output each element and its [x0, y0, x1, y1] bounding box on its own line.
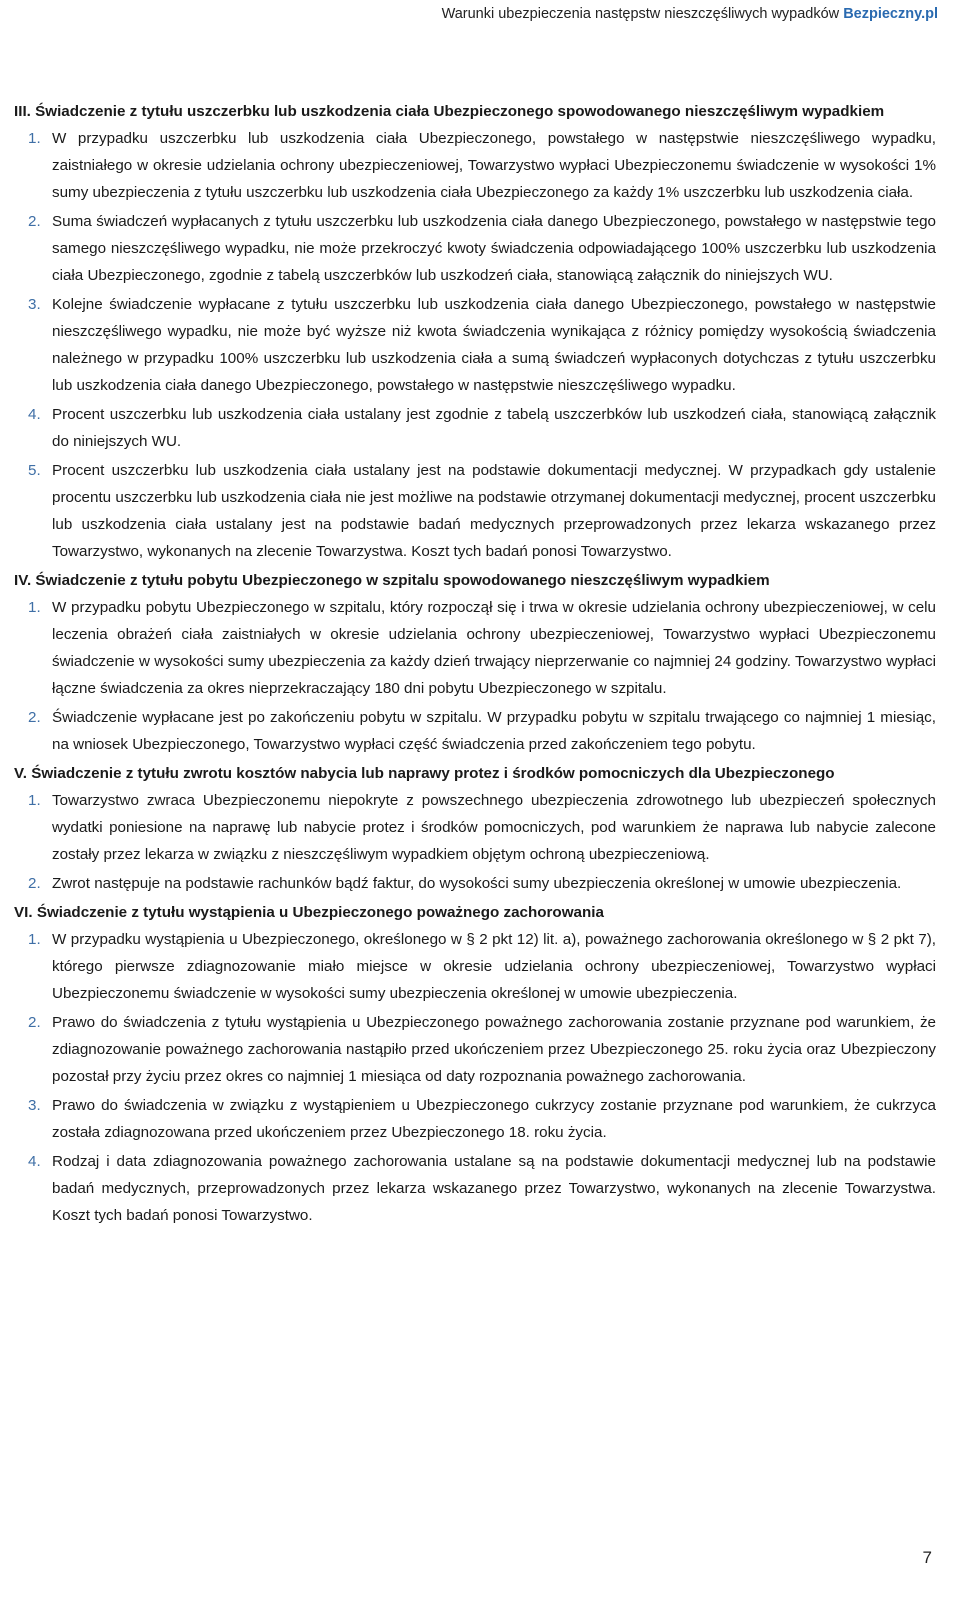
item-text: Rodzaj i data zdiagnozowania poważnego zachorowania ustalane są na podstawie dokumentacji medycznej lub na podstawie badań medycznych, przeprowadzonych przez lekarza wskazanego przez Towarzystwo, wykonanych na zlecenie Towarzystwa. Koszt tych badań ponosi Towarzystwo.	[52, 1153, 936, 1224]
item-text: Towarzystwo zwraca Ubezpieczonemu niepokryte z powszechnego ubezpieczenia zdrowotnego lub ubezpieczeń społecznych wydatki poniesione na naprawę lub nabycie protez i środków pomocniczych, pod warunkiem że naprawa lub nabycie zalecone zostały przez lekarza w związku z nieszczęśliwym wypadkiem objętym ochroną ubezpieczeniową.	[52, 792, 936, 863]
brand-name: Bezpieczny.pl	[843, 6, 938, 22]
list-item	[14, 125, 936, 206]
item-number: 2.	[28, 213, 41, 230]
page-number: 7	[922, 1548, 932, 1567]
item-number: 3.	[28, 1097, 41, 1114]
list-item	[14, 1092, 936, 1146]
list-item	[14, 787, 936, 868]
section	[14, 98, 936, 565]
item-number: 3.	[28, 296, 41, 313]
list-item	[14, 1148, 936, 1229]
item-number: 1.	[28, 792, 41, 809]
item-number: 4.	[28, 1153, 41, 1170]
item-text: Suma świadczeń wypłacanych z tytułu uszczerbku lub uszkodzenia ciała danego Ubezpieczonego, powstałego w następstwie tego samego nieszczęśliwego wypadku, nie może przekroczyć kwoty świadczenia odpowiadającego 100% uszczerbku lub uszkodzenia ciała Ubezpieczonego, zgodnie z tabelą uszczerbków lub uszkodzeń ciała, stanowiącą załącznik do niniejszych WU.	[52, 213, 936, 284]
list-item	[14, 1009, 936, 1090]
document-body	[14, 98, 936, 1231]
section-number: V.	[14, 765, 27, 782]
section	[14, 760, 936, 897]
item-text: W przypadku wystąpienia u Ubezpieczonego, określonego w § 2 pkt 12) lit. a), poważnego zachorowania określonego w § 2 pkt 7), którego pierwsze zdiagnozowanie miało miejsce w okresie udzielania ochrony ubezpieczeniowej, Towarzystwo wypłaci Ubezpieczonemu świadczenie w wysokości sumy ubezpieczenia określonej w umowie ubezpieczenia.	[52, 931, 936, 1002]
item-number: 1.	[28, 599, 41, 616]
section-title: Świadczenie z tytułu uszczerbku lub uszkodzenia ciała Ubezpieczonego spowodowanego nieszczęśliwym wypadkiem	[35, 103, 885, 120]
item-text: Prawo do świadczenia z tytułu wystąpienia u Ubezpieczonego poważnego zachorowania zostanie przyznane pod warunkiem, że zdiagnozowanie poważnego zachorowania nastąpiło przed ukończeniem przez Ubezpieczonego 25. roku życia oraz Ubezpieczony pozostał przy życiu przez okres co najmniej 1 miesiąca od daty rozpoznania poważnego zachorowania.	[52, 1014, 936, 1085]
item-text: Świadczenie wypłacane jest po zakończeniu pobytu w szpitalu. W przypadku pobytu w szpitalu trwającego co najmniej 1 miesiąc, na wniosek Ubezpieczonego, Towarzystwo wypłaci część świadczenia przed zakończeniem tego pobytu.	[52, 709, 936, 753]
item-number: 2.	[28, 875, 41, 892]
section	[14, 567, 936, 758]
list-item	[14, 704, 936, 758]
section-number: IV.	[14, 572, 32, 589]
section-title: Świadczenie z tytułu pobytu Ubezpieczonego w szpitalu spowodowanego nieszczęśliwym wypadkiem	[35, 572, 770, 589]
section-number: III.	[14, 103, 31, 120]
item-text: Prawo do świadczenia w związku z wystąpieniem u Ubezpieczonego cukrzycy zostanie przyznane pod warunkiem, że cukrzyca została zdiagnozowana przed ukończeniem przez Ubezpieczonego 18. roku życia.	[52, 1097, 936, 1141]
item-number: 4.	[28, 406, 41, 423]
list-item	[14, 401, 936, 455]
item-number: 1.	[28, 931, 41, 948]
section-heading	[14, 98, 936, 125]
item-text: Procent uszczerbku lub uszkodzenia ciała ustalany jest na podstawie dokumentacji medycznej. W przypadkach gdy ustalenie procentu uszczerbku lub uszkodzenia ciała nie jest możliwe na podstawie otrzymanej dokumentacji medycznej, procent uszczerbku lub uszkodzenia ciała ustalany jest na podstawie badań medycznych przeprowadzonych przez lekarza wskazanego przez Towarzystwo, wykonanych na zlecenie Towarzystwa. Koszt tych badań ponosi Towarzystwo.	[52, 462, 936, 560]
section-heading	[14, 567, 936, 594]
section-heading	[14, 760, 936, 787]
list-item	[14, 870, 936, 897]
item-number: 2.	[28, 709, 41, 726]
section	[14, 899, 936, 1229]
item-text: Zwrot następuje na podstawie rachunków bądź faktur, do wysokości sumy ubezpieczenia określonej w umowie ubezpieczenia.	[52, 875, 902, 892]
section-number: VI.	[14, 904, 33, 921]
list-item	[14, 208, 936, 289]
list-item	[14, 926, 936, 1007]
item-number: 2.	[28, 1014, 41, 1031]
list-item	[14, 291, 936, 399]
item-text: Kolejne świadczenie wypłacane z tytułu uszczerbku lub uszkodzenia ciała danego Ubezpieczonego, powstałego w następstwie nieszczęśliwego wypadku, nie może być wyższe niż kwota świadczenia wynikająca z różnicy pomiędzy wysokością świadczenia należnego w przypadku 100% uszczerbku lub uszkodzenia ciała a sumą świadczeń wypłaconych dotychczas z tytułu uszczerbku lub uszkodzenia ciała danego Ubezpieczonego, powstałego w następstwie nieszczęśliwego wypadku.	[52, 296, 936, 394]
item-text: W przypadku pobytu Ubezpieczonego w szpitalu, który rozpoczął się i trwa w okresie udzielania ochrony ubezpieczeniowej, w celu leczenia obrażeń ciała zaistniałych w okresie udzielania ochrony ubezpieczeniowej, Towarzystwo wypłaci Ubezpieczonemu świadczenie w wysokości sumy ubezpieczenia za każdy dzień trwający nieprzerwanie co najmniej 24 godziny. Towarzystwo wypłaci łączne świadczenia za okres nieprzekraczający 180 dni pobytu Ubezpieczonego w szpitalu.	[52, 599, 936, 697]
list-item	[14, 594, 936, 702]
list-item	[14, 457, 936, 565]
running-header	[442, 6, 938, 22]
section-title: Świadczenie z tytułu wystąpienia u Ubezpieczonego poważnego zachorowania	[36, 904, 604, 921]
item-text: W przypadku uszczerbku lub uszkodzenia ciała Ubezpieczonego, powstałego w następstwie nieszczęśliwego wypadku, zaistniałego w okresie udzielania ochrony ubezpieczeniowej, Towarzystwo wypłaci Ubezpieczonemu świadczenie w wysokości 1% sumy ubezpieczenia z tytułu uszczerbku lub uszkodzenia ciała Ubezpieczonego za każdy 1% uszczerbku lub uszkodzenia ciała.	[52, 130, 936, 201]
item-number: 1.	[28, 130, 41, 147]
section-heading	[14, 899, 936, 926]
item-text: Procent uszczerbku lub uszkodzenia ciała ustalany jest zgodnie z tabelą uszczerbków lub uszkodzeń ciała, stanowiącą załącznik do niniejszych WU.	[52, 406, 936, 450]
section-title: Świadczenie z tytułu zwrotu kosztów nabycia lub naprawy protez i środków pomocniczych dla Ubezpieczonego	[31, 765, 835, 782]
item-number: 5.	[28, 462, 41, 479]
document-title: Warunki ubezpieczenia następstw nieszczęśliwych wypadków	[441, 6, 840, 22]
